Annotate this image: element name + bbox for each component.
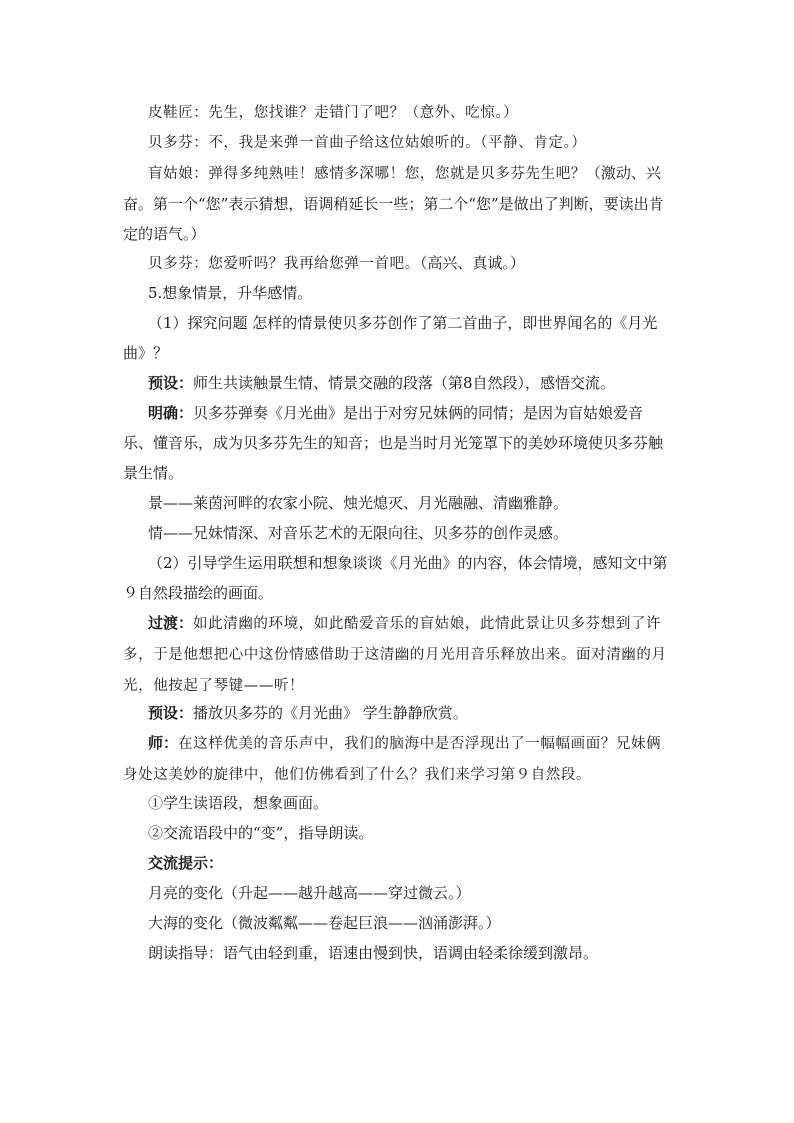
- teacher-paragraph: [123, 728, 673, 790]
- clarify-label: 明确：: [148, 404, 194, 422]
- moon-change-line: 月亮的变化（升起——越升越高——穿过微云。）: [148, 884, 471, 902]
- preset-label-2: 预设：: [148, 704, 194, 722]
- clarify-paragraph: [123, 398, 673, 488]
- dialogue-blind-girl-speech: 盲姑娘：弹得多纯熟哇！感情多深哪！您，您就是贝多芬先生吧？: [148, 166, 586, 182]
- dialogue-beethoven-2-note: （高兴、真诚。）: [419, 254, 525, 272]
- step-1: ①学生读语段，想象画面。: [148, 794, 329, 812]
- transition-text: 如此清幽的环境，如此酷爱音乐的盲姑娘，此情此景让贝多芬想到了许多，于是他想把心中这份情感借助于这清幽的月光用音乐释放出来。面对清幽的月光，他按起了琴键——听！: [123, 616, 667, 694]
- sea-change-line: 大海的变化（微波粼粼——卷起巨浪——汹涌澎湃。）: [148, 914, 501, 932]
- dialogue-blind-girl: [123, 158, 673, 249]
- transition-paragraph: [123, 608, 673, 701]
- preset-label-1: 预设：: [148, 374, 194, 392]
- teacher-label: 师：: [148, 734, 179, 752]
- step-2: ②交流语段中的“变”，指导朗读。: [148, 824, 374, 842]
- scene-line: 景——莱茵河畔的农家小院、烛光熄灭、月光融融、清幽雅静。: [148, 494, 569, 512]
- exchange-tips-label: 交流提示：: [148, 854, 224, 872]
- dialogue-blind-girl-note: （激动、兴奋。第一个“您”表示猜想，语调稍延长一些；第二个“您”是做出了判断，要读出肯定的语气。）: [123, 164, 664, 243]
- teacher-text: 在这样优美的音乐声中，我们的脑海中是否浮现出了一幅幅画面？兄妹俩身处这美妙的旋律中，他们仿佛看到了什么？我们来学习第９自然段。: [123, 736, 662, 783]
- exchange-tips-heading: [123, 848, 673, 878]
- question-1: （1）探究问题 怎样的情景使贝多芬创作了第二首曲子，即世界闻名的《月光曲》？: [123, 314, 658, 362]
- emotion-line: 情——兄妹情深、对音乐艺术的无限向往、贝多芬的创作灵感。: [148, 524, 569, 542]
- preset-paragraph-2: [123, 698, 673, 728]
- reading-guidance-line: 朗读指导：语气由轻到重，语速由慢到快，语调由轻柔徐缓到激昂。: [148, 944, 599, 962]
- dialogue-beethoven-2: [123, 248, 673, 279]
- preset-paragraph-1: [123, 368, 673, 398]
- section-heading-5: 5.想象情景，升华感情。: [148, 284, 313, 302]
- clarify-text: 贝多芬弹奏《月光曲》是出于对穷兄妹俩的同情；是因为盲姑娘爱音乐、懂音乐，成为贝多芬先生的知音；也是当时月光笼罩下的美妙环境使贝多芬触景生情。: [123, 404, 664, 482]
- preset-text-2: 播放贝多芬的《月光曲》 学生静静欣赏。: [193, 704, 468, 722]
- dialogue-cobbler: 皮鞋匠：先生，您找谁？走错门了吧？（意外、吃惊。）: [148, 105, 519, 121]
- transition-label: 过渡：: [148, 614, 194, 632]
- dialogue-beethoven-1: 贝多芬：不，我是来弹一首曲子给这位姑娘听的。（平静、肯定。）: [148, 135, 587, 151]
- dialogue-beethoven-2-speech: 贝多芬：您爱听吗？我再给您弹一首吧。: [148, 256, 420, 272]
- question-2: （2）引导学生运用联想和想象谈谈《月光曲》的内容，体会情境，感知文中第９自然段描绘的画面。: [123, 554, 668, 602]
- preset-text-1: 师生共读触景生情、情景交融的段落（第8自然段），感悟交流。: [193, 374, 616, 392]
